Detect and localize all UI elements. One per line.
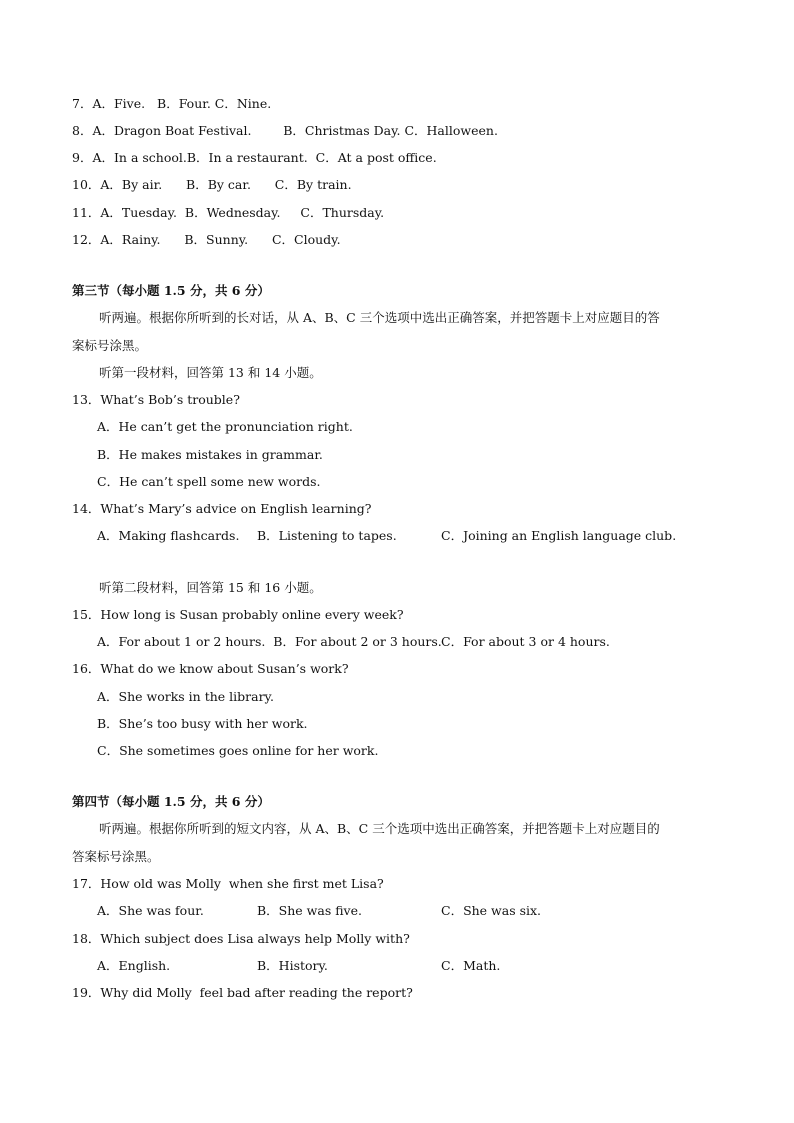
q16-option-b: B．She’s too busy with her work.: [97, 716, 308, 731]
q7: 7．A．Five. B．Four. C．Nine.: [72, 96, 272, 111]
q17-option-a: A．She was four.: [97, 903, 204, 918]
q18: 18．Which subject does Lisa always help Molly with?: [72, 931, 410, 946]
section-3-header: 第三节（每小题 1.5 分，共 6 分）: [72, 283, 270, 298]
q16-option-c: C．She sometimes goes online for her work.: [97, 743, 379, 758]
q17-option-b: B．She was five.: [257, 903, 362, 918]
q19: 19．Why did Molly feel bad after reading the report?: [72, 985, 413, 1000]
q13-option-c: C．He can’t spell some new words.: [97, 474, 321, 489]
q13-option-a: A．He can’t get the pronunciation right.: [97, 419, 353, 434]
section-3-instruction-cont: 案标号涂黑。: [72, 338, 148, 353]
section-3-material-2: 听第二段材料，回答第 15 和 16 小题。: [99, 580, 322, 595]
q12: 12．A．Rainy. B．Sunny. C．Cloudy.: [72, 232, 341, 247]
q11: 11．A．Tuesday. B．Wednesday. C．Thursday.: [72, 205, 385, 220]
q10: 10．A．By air. B．By car. C．By train.: [72, 177, 352, 192]
section-4-instruction-cont: 答案标号涂黑。: [72, 849, 160, 864]
q18-option-c: C．Math.: [441, 958, 501, 973]
q15: 15．How long is Susan probably online every week?: [72, 607, 404, 622]
q18-option-a: A．English.: [97, 958, 171, 973]
q14-option-c: C．Joining an English language club.: [441, 528, 677, 543]
q13: 13．What’s Bob’s trouble?: [72, 392, 240, 407]
q8: 8．A．Dragon Boat Festival. B．Christmas Day. C．Halloween.: [72, 123, 498, 138]
q14-option-b: B．Listening to tapes.: [257, 528, 397, 543]
section-4-header: 第四节（每小题 1.5 分，共 6 分）: [72, 794, 270, 809]
section-4-instruction: 听两遍。根据你所听到的短文内容，从 A、B、C 三个选项中选出正确答案，并把答题卡上对应题目的: [99, 821, 660, 836]
q15-options-ab: A．For about 1 or 2 hours. B．For about 2 or 3 hours.: [97, 634, 442, 649]
q14: 14．What’s Mary’s advice on English learning?: [72, 501, 372, 516]
q14-option-a: A．Making flashcards.: [97, 528, 240, 543]
q16: 16．What do we know about Susan’s work?: [72, 661, 349, 676]
q9: 9．A．In a school.B．In a restaurant. C．At a post office.: [72, 150, 437, 165]
q16-option-a: A．She works in the library.: [97, 689, 274, 704]
q18-option-b: B．History.: [257, 958, 328, 973]
section-3-material-1: 听第一段材料，回答第 13 和 14 小题。: [99, 365, 322, 380]
q17: 17．How old was Molly when she first met Lisa?: [72, 876, 384, 891]
q15-option-c: C．For about 3 or 4 hours.: [441, 634, 610, 649]
section-3-instruction: 听两遍。根据你所听到的长对话，从 A、B、C 三个选项中选出正确答案，并把答题卡上对应题目的答: [99, 310, 660, 325]
q13-option-b: B．He makes mistakes in grammar.: [97, 447, 323, 462]
q17-option-c: C．She was six.: [441, 903, 542, 918]
